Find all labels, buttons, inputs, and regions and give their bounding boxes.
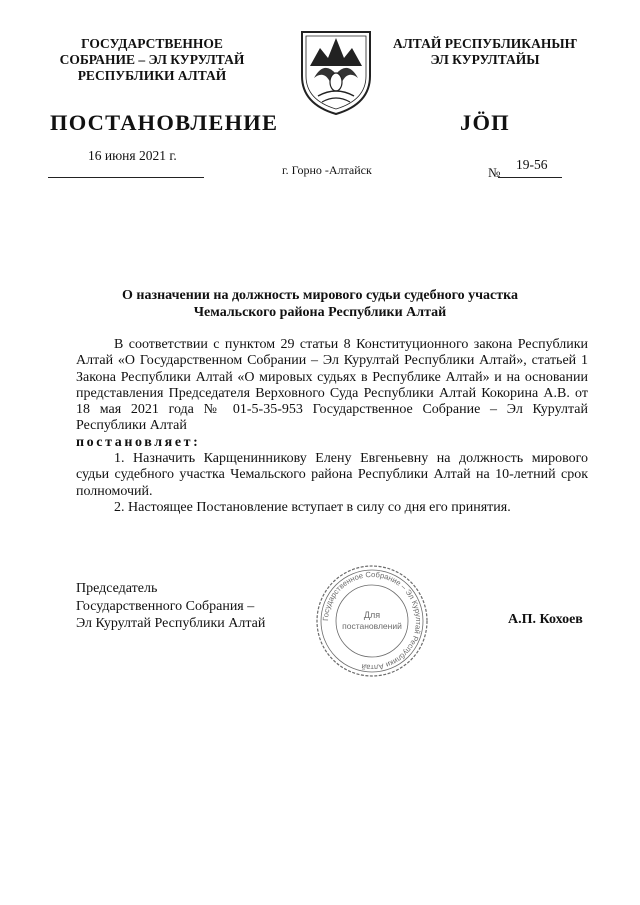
document-number: 19-56 xyxy=(516,157,548,172)
signatory-position-line: Эл Курултай Республики Алтай xyxy=(76,616,266,631)
preamble-paragraph: В соответствии с пунктом 29 статьи 8 Конституционного закона Республики Алтай «О Государственном Собрании – Эл Курултай Республики Алтай», статьей 1 Закона Республики Алтай «О мировых судьях в Республике Алтай» и на основании представления Председателя Верховного Суда Республики Алтай Кокорина А.В. от 18 мая 2021 года № 01-5-35-953 Государственное Собрание – Эл Курултай Республики Алтай xyxy=(76,337,588,434)
header-left-line: СОБРАНИЕ – ЭЛ КУРУЛТАЙ xyxy=(59,52,245,67)
document-type-ru: ПОСТАНОВЛЕНИЕ xyxy=(50,110,279,135)
stamp-text: постановлений xyxy=(342,621,402,631)
document-subject xyxy=(60,287,580,321)
header-left-line: ГОСУДАРСТВЕННОЕ xyxy=(81,36,223,51)
resolution-item: 2. Настоящее Постановление вступает в силу со дня его принятия. xyxy=(114,499,511,515)
signatory-position xyxy=(76,580,265,633)
document-date: 16 июня 2021 г. xyxy=(88,148,177,163)
header-right xyxy=(380,36,590,68)
number-underline xyxy=(498,177,562,178)
number-sign: № xyxy=(488,165,501,180)
date-underline xyxy=(48,177,204,178)
resolves-keyword: постановляет: xyxy=(76,434,201,450)
signatory-name: А.П. Кохоев xyxy=(508,612,583,627)
signatory-position-line: Председатель xyxy=(76,581,158,596)
resolution-item: 1. Назначить Карщенинникову Елену Евгеньевну на должность мирового судьи судебного участка Чемальского района Республики Алтай на 10-летний срок полномочий. xyxy=(76,451,588,499)
coat-of-arms-emblem-icon xyxy=(296,26,376,118)
document-city: г. Горно -Алтайск xyxy=(282,163,372,177)
stamp-text: Для xyxy=(363,610,381,620)
header-right-line: ЭЛ КУРУЛТАЙЫ xyxy=(430,52,540,67)
official-stamp xyxy=(314,563,430,679)
header-left-line: РЕСПУБЛИКИ АЛТАЙ xyxy=(77,68,227,83)
document-type-altai: ЈӦП xyxy=(460,110,510,135)
header-left xyxy=(48,36,256,84)
stamp-ring-text: Государственное Собрание – Эл Курултай Республики Алтай xyxy=(320,569,424,673)
signatory-position-line: Государственного Собрания – xyxy=(76,598,255,614)
document-body xyxy=(76,337,588,516)
header-right-line: АЛТАЙ РЕСПУБЛИКАНЫҤ xyxy=(392,36,578,51)
subject-line: Чемальского района Республики Алтай xyxy=(193,305,447,320)
subject-line: О назначении на должность мирового судьи судебного участка xyxy=(122,288,518,303)
